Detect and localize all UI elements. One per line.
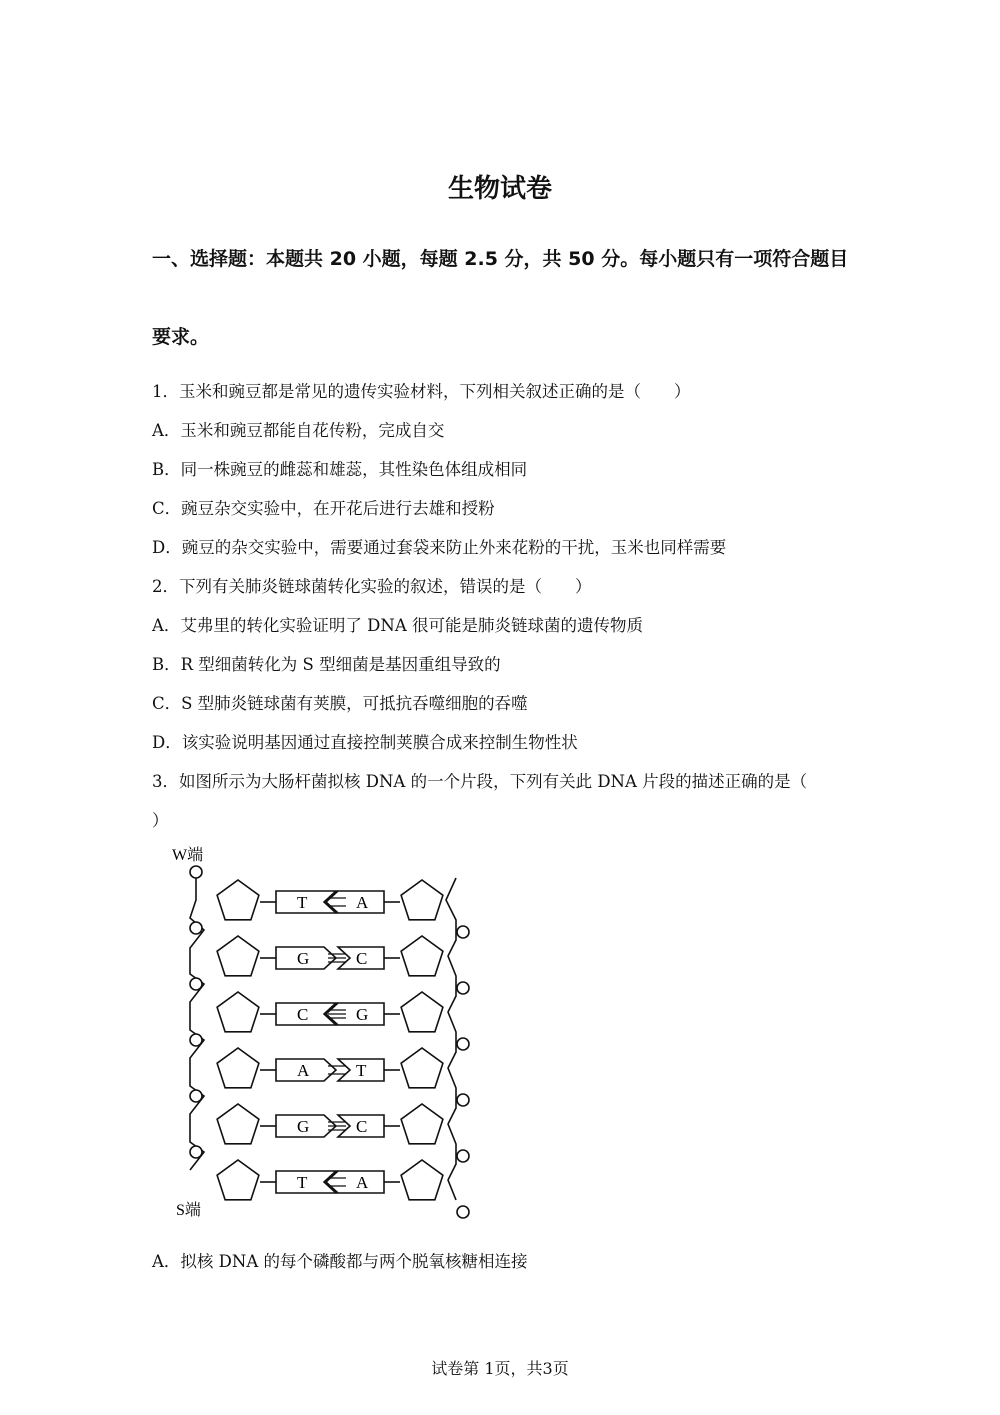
- section-heading-line1: 一、选择题：本题共 20 小题，每题 2.5 分，共 50 分。每小题只有一项符合题目: [152, 248, 849, 270]
- question-3-stem-line2: ）: [152, 811, 169, 830]
- question-1-stem: 1．玉米和豌豆都是常见的遗传实验材料，下列相关叙述正确的是（ ）: [152, 382, 691, 401]
- question-1-option-d: D．豌豆的杂交实验中，需要通过套袋来防止外来花粉的干扰，玉米也同样需要: [152, 538, 727, 557]
- phosphate-left: [190, 1146, 202, 1158]
- phosphate-right: [457, 1094, 469, 1106]
- base-left-label: G: [297, 949, 310, 968]
- base-pair-row: [190, 866, 469, 938]
- phosphate-left: [190, 1034, 202, 1046]
- deoxyribose-right: [401, 880, 443, 920]
- question-2-stem: 2．下列有关肺炎链球菌转化实验的叙述，错误的是（ ）: [152, 577, 592, 596]
- base-pair-row: [190, 1146, 469, 1218]
- question-1-option-c: C．豌豆杂交实验中，在开花后进行去雄和授粉: [152, 499, 495, 518]
- base-left-label: T: [297, 1173, 308, 1192]
- deoxyribose-left: [217, 1160, 259, 1200]
- base-right-label: T: [356, 1061, 367, 1080]
- question-2-option-b: B．R 型细菌转化为 S 型细菌是基因重组导致的: [152, 655, 501, 674]
- page-footer: 试卷第 1页，共3页: [431, 1359, 569, 1378]
- deoxyribose-right: [401, 1104, 443, 1144]
- phosphate-right: [457, 1150, 469, 1162]
- phosphate-right: [457, 926, 469, 938]
- base-pair-row: [190, 1034, 469, 1106]
- base-left-label: A: [297, 1061, 310, 1080]
- question-1-option-b: B．同一株豌豆的雌蕊和雄蕊，其性染色体组成相同: [152, 460, 528, 479]
- question-2-option-d: D．该实验说明基因通过直接控制荚膜合成来控制生物性状: [152, 733, 578, 752]
- deoxyribose-left: [217, 880, 259, 920]
- base-right: [326, 891, 384, 913]
- question-3-stem-line1: 3．如图所示为大肠杆菌拟核 DNA 的一个片段，下列有关此 DNA 片段的描述正确的是（: [152, 772, 808, 791]
- base-right-label: A: [356, 893, 369, 912]
- question-3-option-a: A．拟核 DNA 的每个磷酸都与两个脱氧核糖相连接: [152, 1252, 528, 1271]
- base-pair-row: [190, 978, 469, 1050]
- deoxyribose-right: [401, 1048, 443, 1088]
- phosphate-left: [190, 922, 202, 934]
- phosphate-left: [190, 866, 202, 878]
- base-right-label: C: [356, 1117, 368, 1136]
- deoxyribose-right: [401, 1160, 443, 1200]
- base-right-label: G: [356, 1005, 369, 1024]
- phosphate-right: [457, 1038, 469, 1050]
- s-end-label: S端: [176, 1202, 201, 1219]
- base-left-label: G: [297, 1117, 310, 1136]
- phosphate-right: [457, 1206, 469, 1218]
- base-right: [326, 1171, 384, 1193]
- base-right-label: C: [356, 949, 368, 968]
- deoxyribose-left: [217, 1104, 259, 1144]
- deoxyribose-right: [401, 992, 443, 1032]
- deoxyribose-right: [401, 936, 443, 976]
- phosphate-right: [457, 982, 469, 994]
- section-heading-line2: 要求。: [152, 326, 210, 348]
- question-2-option-c: C．S 型肺炎链球菌有荚膜，可抵抗吞噬细胞的吞噬: [152, 694, 528, 713]
- base-pair-row: [190, 922, 469, 994]
- phosphate-left: [190, 1090, 202, 1102]
- question-2-option-a: A．艾弗里的转化实验证明了 DNA 很可能是肺炎链球菌的遗传物质: [152, 616, 643, 635]
- deoxyribose-left: [217, 936, 259, 976]
- question-1-option-a: A．玉米和豌豆都能自花传粉，完成自交: [152, 421, 445, 440]
- page-title: 生物试卷: [447, 174, 552, 204]
- phosphate-left: [190, 978, 202, 990]
- base-pair-row: [190, 1090, 469, 1162]
- base-left-label: T: [297, 893, 308, 912]
- deoxyribose-left: [217, 992, 259, 1032]
- base-left-label: C: [297, 1005, 309, 1024]
- base-right-label: A: [356, 1173, 369, 1192]
- dna-fragment-figure: [160, 840, 490, 1225]
- w-end-label: W端: [172, 847, 204, 864]
- deoxyribose-left: [217, 1048, 259, 1088]
